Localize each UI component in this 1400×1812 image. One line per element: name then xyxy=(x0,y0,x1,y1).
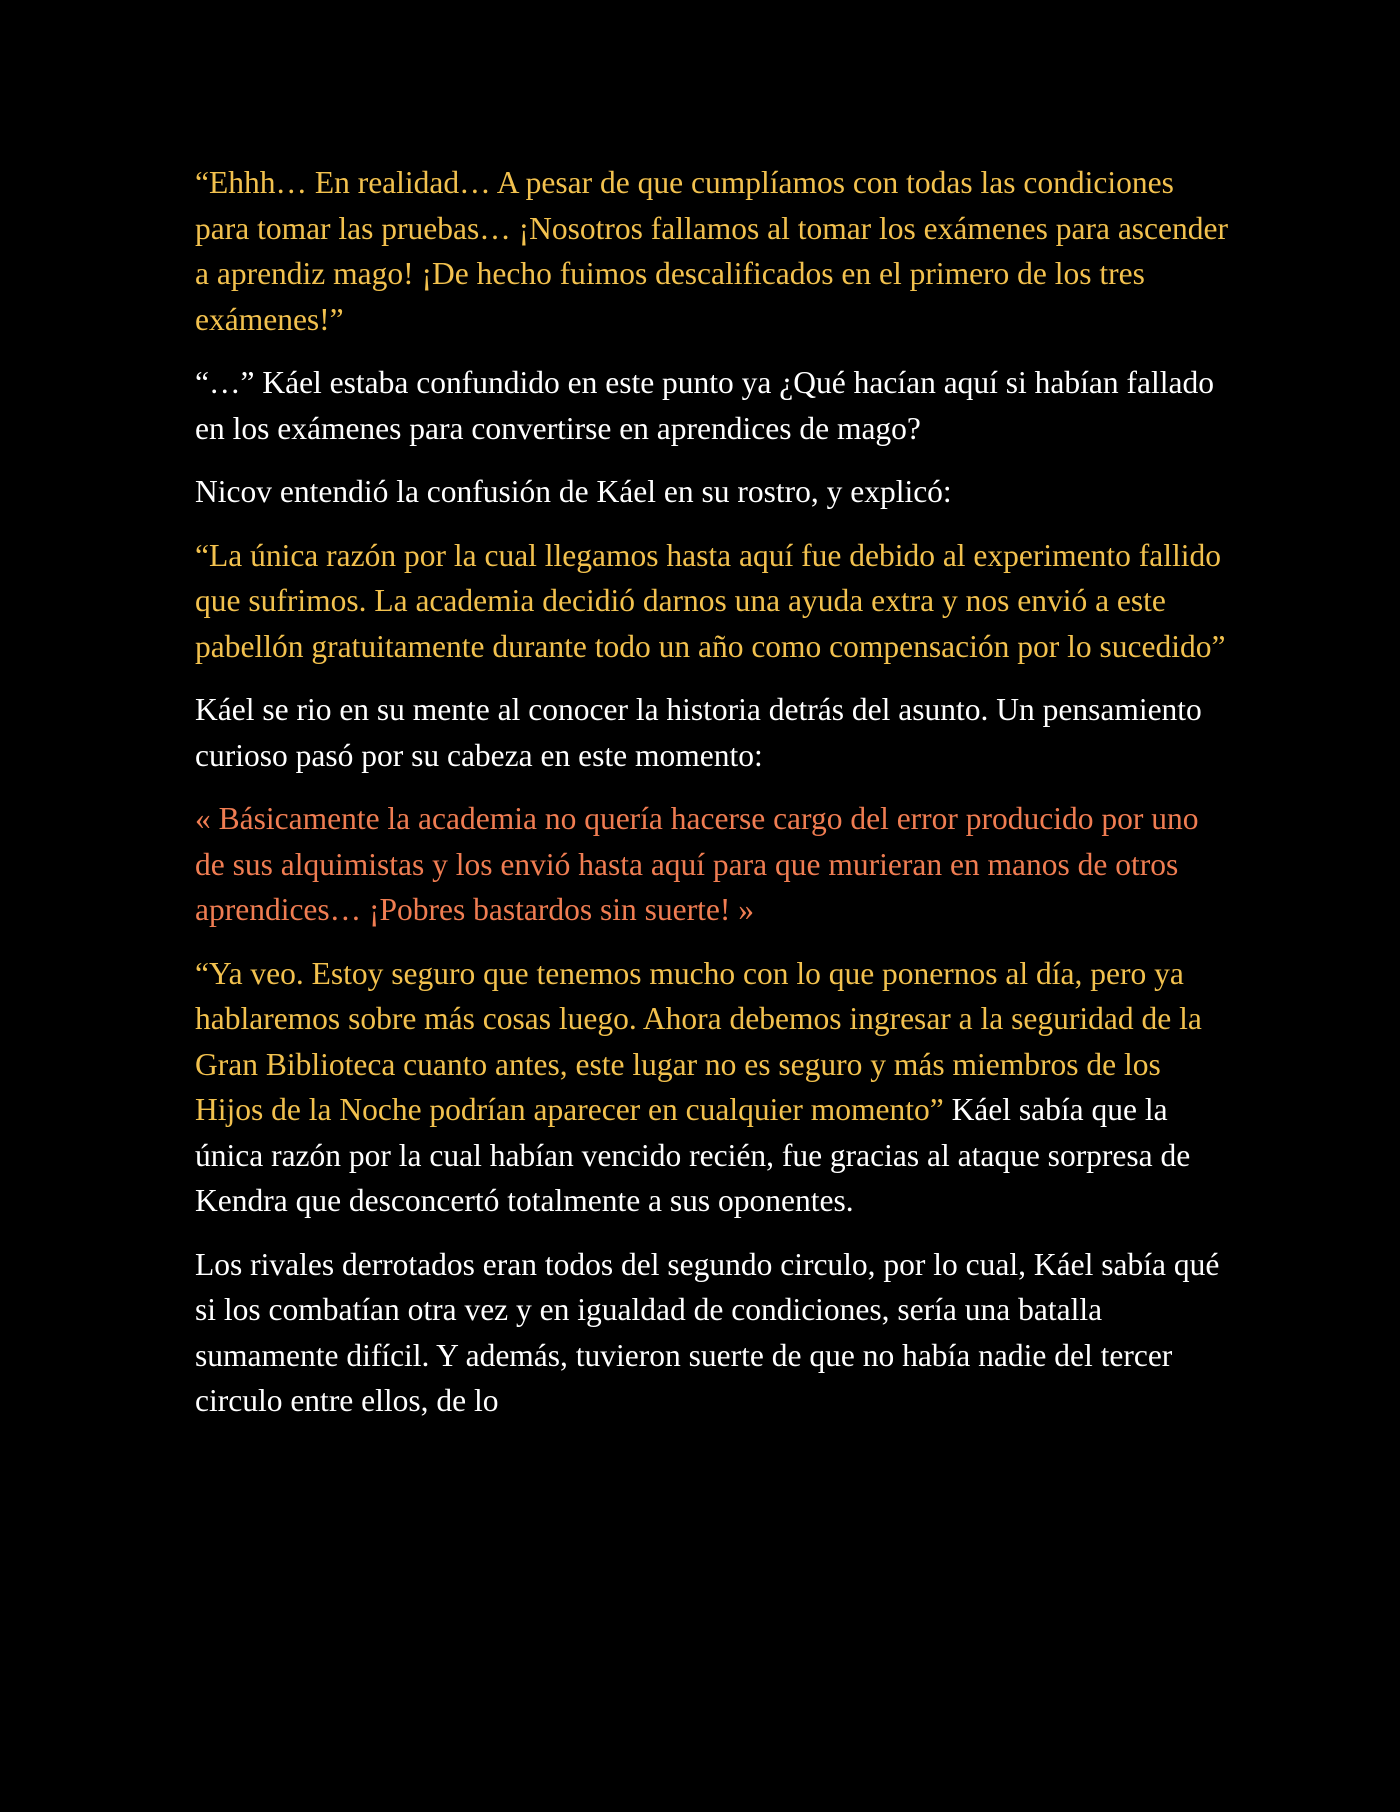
paragraph-6 xyxy=(195,796,1235,933)
narration-text: Nicov entendió la confusión de Káel en su rostro, y explicó: xyxy=(195,474,952,509)
narration-text: Los rivales derrotados eran todos del segundo circulo, por lo cual, Káel sabía qué si los combatían otra vez y en igualdad de condiciones, sería una batalla sumamente difícil. Y además, tuvieron suerte de que no había nadie del tercer circulo entre ellos, de lo xyxy=(195,1246,1220,1418)
dialogue-text: “La única razón por la cual llegamos hasta aquí fue debido al experimento fallido que sufrimos. La academia decidió darnos una ayuda extra y nos envió a este pabellón gratuitamente durante todo un año como compensación por lo sucedido” xyxy=(195,537,1226,664)
thought-text: « Básicamente la academia no quería hacerse cargo del error producido por uno de sus alquimistas y los envió hasta aquí para que murieran en manos de otros aprendices… ¡Pobres bastardos sin suerte! » xyxy=(195,801,1199,927)
narration-text: Káel sabía que la única razón por la cual habían vencido recién, fue gracias al ataque sorpresa de Kendra que desconcertó totalmente a sus oponentes. xyxy=(195,1092,1191,1218)
paragraph-1 xyxy=(195,160,1235,342)
paragraph-3 xyxy=(195,469,1235,515)
narration-text: Káel se rio en su mente al conocer la historia detrás del asunto. Un pensamiento curioso pasó por su cabeza en este momento: xyxy=(195,692,1202,773)
dialogue-text: “Ya veo. Estoy seguro que tenemos mucho con lo que ponernos al día, pero ya hablaremos sobre más cosas luego. Ahora debemos ingresar a la seguridad de la Gran Biblioteca cuanto antes, este lugar no es seguro y más miembros de los Hijos de la Noche podrían aparecer en cualquier momento” xyxy=(195,955,1202,1127)
paragraph-2 xyxy=(195,360,1235,451)
paragraph-8 xyxy=(195,1242,1235,1424)
book-page xyxy=(195,160,1235,1442)
paragraph-5 xyxy=(195,687,1235,778)
dialogue-text: “Ehhh… En realidad… A pesar de que cumplíamos con todas las condiciones para tomar las pruebas… ¡Nosotros fallamos al tomar los exámenes para ascender a aprendiz mago! ¡De hecho fuimos descalificados en el primero de los tres exámenes!” xyxy=(195,165,1228,337)
paragraph-4 xyxy=(195,533,1235,670)
paragraph-7 xyxy=(195,951,1235,1224)
narration-text: “…” Káel estaba confundido en este punto ya ¿Qué hacían aquí si habían fallado en los exámenes para convertirse en aprendices de mago? xyxy=(195,365,1214,446)
